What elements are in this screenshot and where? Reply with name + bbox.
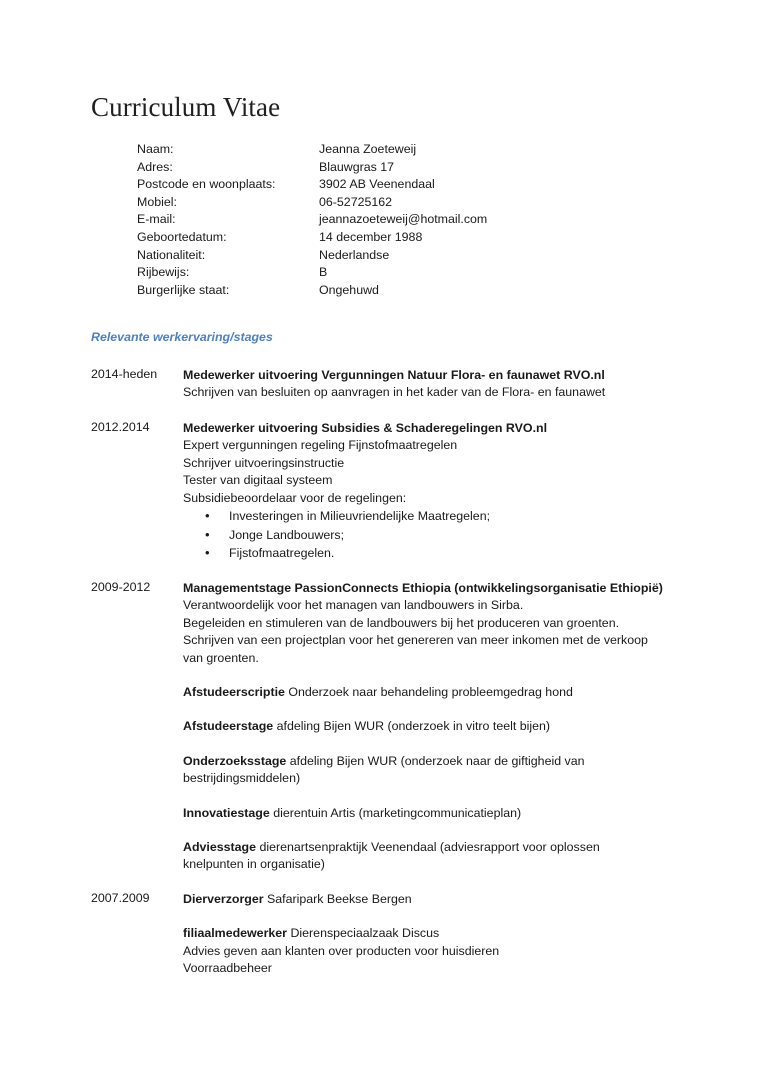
entry-title: Medewerker uitvoering Subsidies & Schaderegelingen RVO.nl	[183, 421, 548, 435]
internship-title: Adviesstage	[183, 840, 257, 855]
internship-text: dierentuin Artis (marketingcommunicatieplan)	[269, 805, 522, 820]
entry-title: Managementstage PassionConnects Ethiopia (ontwikkelingsorganisatie Ethiopië)	[183, 581, 663, 595]
internship-thesis	[183, 684, 683, 701]
list-item-text: Investeringen in Milieuvriendelijke Maatregelen;	[229, 509, 491, 524]
job-employer: Dierenspeciaalzaak Discus	[287, 926, 440, 941]
list-item	[205, 544, 683, 563]
info-value: jeannazoeteweij@hotmail.com	[319, 212, 488, 227]
info-label: Burgerlijke staat:	[137, 282, 230, 297]
job-title: filiaalmedewerker	[183, 926, 288, 941]
info-value: Nederlandse	[319, 247, 390, 262]
info-value: Blauwgras 17	[319, 159, 395, 174]
internship-title: Afstudeerscriptie	[183, 685, 285, 700]
entry-period: 2012.2014	[91, 420, 150, 434]
info-row-birthdate	[137, 229, 487, 247]
info-row-marital-status	[137, 282, 487, 300]
bullet-list	[183, 507, 683, 563]
entry-line: Voorraadbeheer	[183, 961, 272, 976]
info-value: B	[319, 265, 328, 280]
internship-graduation	[183, 718, 683, 735]
internship-text: afdeling Bijen WUR (onderzoek in vitro teelt bijen)	[273, 719, 551, 734]
bullet-icon: •	[205, 545, 210, 561]
entry-line: Advies geven aan klanten over producten voor huisdieren	[183, 943, 500, 958]
info-label: Mobiel:	[137, 194, 177, 209]
info-value: 3902 AB Veenendaal	[319, 177, 435, 192]
internship-text: dierenartsenpraktijk Veenendaal (adviesrapport voor oplossen	[256, 840, 600, 855]
info-label: Geboortedatum:	[137, 229, 227, 244]
internship-title: Onderzoeksstage	[183, 753, 287, 768]
bullet-icon: •	[205, 526, 210, 542]
info-row-address	[137, 159, 487, 177]
info-row-email	[137, 211, 487, 229]
internship-text-continued: knelpunten in organisatie)	[183, 857, 325, 872]
page-title: Curriculum Vitae	[91, 92, 281, 122]
info-value: Ongehuwd	[319, 282, 379, 297]
job-employer: Safaripark Beekse Bergen	[263, 892, 412, 906]
info-row-name	[137, 141, 487, 159]
internship-text-continued: bestrijdingsmiddelen)	[183, 771, 301, 786]
internship-innovation	[183, 805, 683, 822]
info-row-nationality	[137, 247, 487, 265]
entry-line: Schrijven van een projectplan voor het genereren van meer inkomen met de verkoop	[183, 633, 648, 648]
info-label: Adres:	[137, 159, 173, 174]
internship-title: Innovatiestage	[183, 805, 270, 820]
list-item	[205, 507, 683, 526]
info-value: 14 december 1988	[319, 229, 423, 244]
entry-line: Begeleiden en stimuleren van de landbouwers bij het produceren van groenten.	[183, 615, 620, 630]
list-item-text: Jonge Landbouwers;	[229, 527, 345, 542]
job-retail	[183, 925, 683, 977]
entry-period: 2014-heden	[91, 367, 158, 381]
info-label: Postcode en woonplaats:	[137, 177, 276, 192]
entry-line: Expert vergunningen regeling Fijnstofmaatregelen	[183, 438, 458, 453]
info-row-license	[137, 264, 487, 282]
entry-content	[183, 891, 683, 978]
entry-title: Medewerker uitvoering Vergunningen Natuur Flora- en faunawet RVO.nl	[183, 368, 605, 382]
info-row-postcode	[137, 176, 487, 194]
info-label: E-mail:	[137, 212, 176, 227]
entry-line: Schrijver uitvoeringsinstructie	[183, 455, 345, 470]
entry-content	[183, 367, 683, 402]
info-label: Naam:	[137, 142, 174, 156]
internship-advice	[183, 839, 683, 874]
info-value: 06-52725162	[319, 194, 393, 209]
list-item	[205, 526, 683, 545]
entry-line: Verantwoordelijk voor het managen van landbouwers in Sirba.	[183, 598, 524, 613]
job-title: Dierverzorger	[183, 892, 264, 906]
section-heading: Relevante werkervaring/stages	[91, 330, 273, 344]
entry-line: Subsidiebeoordelaar voor de regelingen:	[183, 490, 407, 505]
entry-period: 2007.2009	[91, 891, 150, 905]
entry-line: Schrijven van besluiten op aanvragen in het kader van de Flora- en faunawet	[183, 385, 606, 400]
entry-line: Tester van digitaal systeem	[183, 473, 333, 488]
internship-text: Onderzoek naar behandeling probleemgedrag hond	[284, 685, 573, 700]
entry-content	[183, 580, 683, 874]
list-item-text: Fijstofmaatregelen.	[229, 546, 335, 561]
internship-research	[183, 753, 683, 788]
personal-info	[137, 141, 487, 299]
entry-line: van groenten.	[183, 650, 259, 665]
internship-text: afdeling Bijen WUR (onderzoek naar de giftigheid van	[286, 753, 585, 768]
internship-title: Afstudeerstage	[183, 719, 274, 734]
entry-period: 2009-2012	[91, 580, 151, 594]
info-label: Rijbewijs:	[137, 265, 190, 280]
info-label: Nationaliteit:	[137, 247, 206, 262]
entry-content	[183, 420, 683, 563]
bullet-icon: •	[205, 508, 210, 524]
info-row-mobile	[137, 194, 487, 212]
info-value: Jeanna Zoeteweij	[319, 142, 417, 156]
